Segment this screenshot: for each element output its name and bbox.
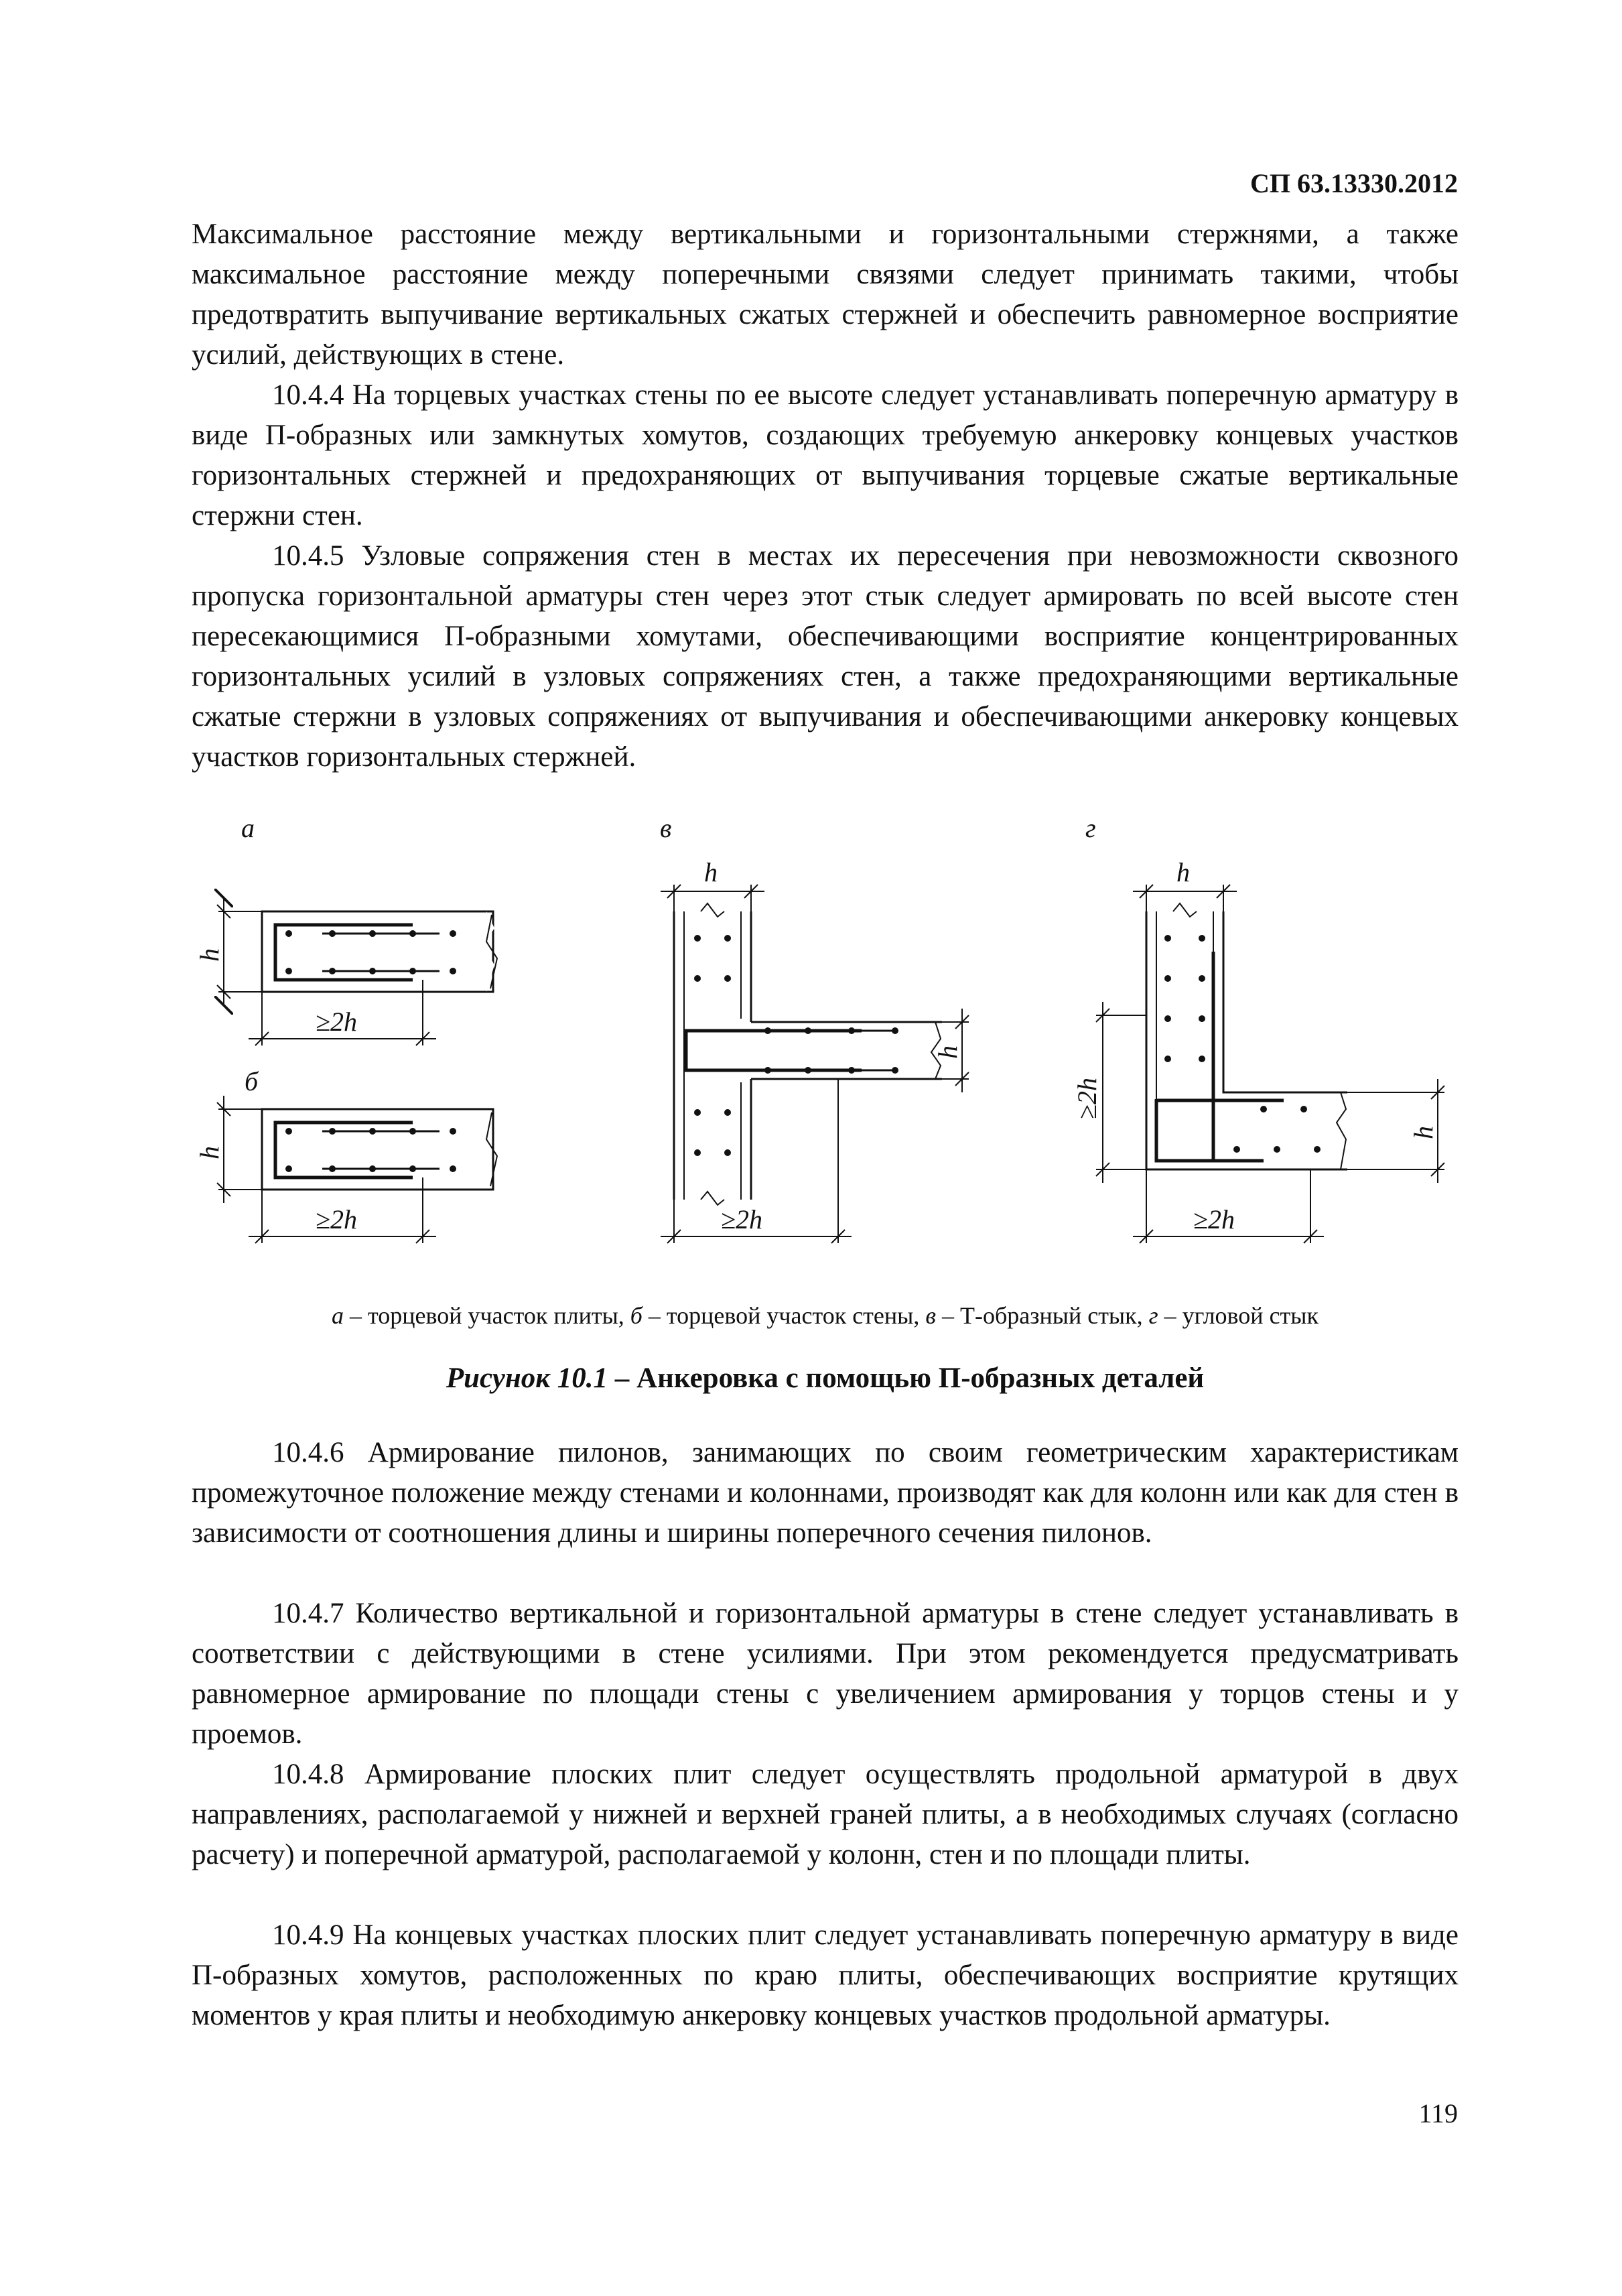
paragraph-10-4-6: 10.4.6 Армирование пилонов, занимающих по своим геометрическим характеристикам промежуточное положение между стенами и колоннами, производят как для колонн или как для стен в зависимости от соотношения длины и ширины поперечного сечения пилонов. [192, 1437, 1459, 1549]
paragraph-spacing: Максимальное расстояние между вертикальными и горизонтальными стержнями, а также максимальное расстояние между поперечными связями следует принимать такими, чтобы предотвратить выпучивание вертикальных сжатых стержней и обеспечить равномерное восприятие усилий, действующих в стене. [192, 218, 1459, 371]
caption-text-b: – торцевой участок стены, [642, 1302, 926, 1329]
paragraph-10-4-8: 10.4.8 Армирование плоских плит следует осуществлять продольной арматурой в двух направлениях, располагаемой у нижней и верхней граней плиты, а в необходимых случаях (согласно расчету) и поперечной арматурой, располагаемой у колонн, стен и по площади плиты. [192, 1759, 1459, 1870]
caption-letter-v: в [925, 1302, 936, 1329]
paragraph-10-4-4: 10.4.4 На торцевых участках стены по ее высоте следует устанавливать поперечную арматуру в виде П-образных или замкнутых хомутов, создающих требуемую анкеровку концевых участков горизонтальных стержней и предохраняющих от выпучивания торцевые сжатые вертикальные стержни стен. [192, 379, 1459, 531]
dim-label-g-2h-side: ≥2h [1072, 1078, 1102, 1119]
figure-caption [192, 1301, 1459, 1330]
anchorage-figure [192, 851, 1459, 1287]
dim-label-a-2h: ≥2h [316, 1007, 357, 1037]
diagram-a-slab-end [217, 898, 497, 1045]
figure-letter-g: г [1085, 813, 1096, 843]
dim-label-v-h-side: h [933, 1045, 963, 1059]
paragraph-10-4-5: 10.4.5 Узловые сопряжения стен в местах их пересечения при невозможности сквозного пропуска горизонтальной арматуры стен через этот стык следует армировать по всей высоте стен пересекающимися П-образными хомутами, обеспечивающими восприятие концентрированных горизонтальных усилий в узловых сопряжениях стен, а также предохраняющими вертикальные сжатые стержни в узловых сопряжениях от выпучивания и обеспечивающими анкеровку концевых участков горизонтальных стержней. [192, 540, 1459, 773]
figure-letter-b: б [245, 1066, 259, 1096]
dim-label-b-2h: ≥2h [316, 1204, 357, 1234]
figure-letter-a: а [241, 813, 255, 843]
caption-text-g: – угловой стык [1158, 1302, 1319, 1329]
dim-label-a-h: h [194, 948, 224, 962]
figure-title-number: Рисунок 10.1 [446, 1362, 608, 1394]
page-number: 119 [1418, 2098, 1458, 2128]
diagram-g-corner [1096, 885, 1444, 1243]
caption-letter-g: г [1148, 1302, 1158, 1329]
dim-label-g-2h: ≥2h [1193, 1204, 1235, 1234]
caption-letter-a: а [332, 1302, 344, 1329]
paragraph-10-4-9: 10.4.9 На концевых участках плоских плит следует устанавливать поперечную арматуру в виде П-образных хомутов, расположенных по краю плиты, обеспечивающих восприятие крутящих моментов у края плиты и необходимую анкеровку концевых участков продольной арматуры. [192, 1919, 1459, 2031]
diagram-b-wall-end [217, 1096, 497, 1243]
dim-label-b-h: h [194, 1146, 224, 1159]
figure-title [192, 1362, 1459, 1395]
dim-label-v-2h: ≥2h [721, 1204, 762, 1234]
figure-letter-v: в [660, 813, 672, 843]
caption-text-a: – торцевой участок плиты, [344, 1302, 630, 1329]
dim-label-g-h-top: h [1176, 857, 1190, 887]
dim-label-g-h-side: h [1408, 1126, 1438, 1139]
caption-text-v: – Т-образный стык, [936, 1302, 1149, 1329]
caption-letter-b: б [630, 1302, 643, 1329]
document-code: СП 63.13330.2012 [1250, 168, 1458, 198]
figure-title-text: – Анкеровка с помощью П-образных деталей [608, 1362, 1205, 1394]
anchorage-drawing [192, 851, 1459, 1287]
dim-label-v-h-top: h [704, 857, 718, 887]
paragraph-10-4-7: 10.4.7 Количество вертикальной и горизонтальной арматуры в стене следует устанавливать в соответствии с действующими в стене усилиями. При этом рекомендуется предусматривать равномерное армирование по площади стены с увеличением армирования у торцов стены и у проемов. [192, 1598, 1459, 1750]
diagram-v-t-junction [661, 885, 969, 1243]
